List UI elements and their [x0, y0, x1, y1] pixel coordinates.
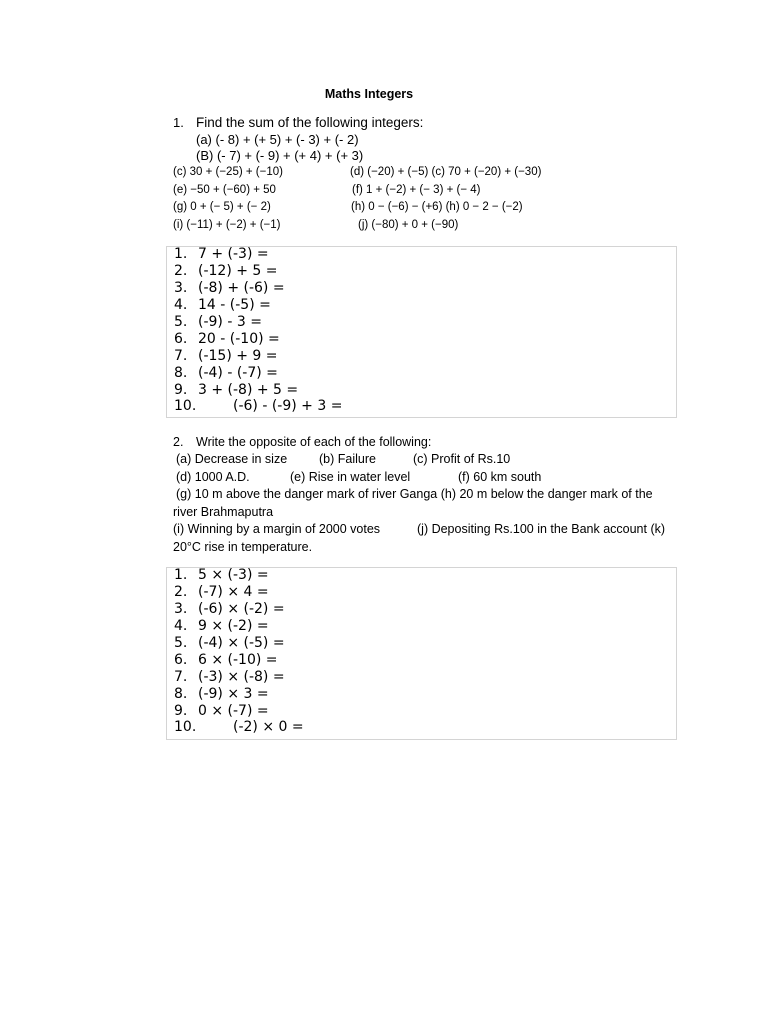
list-item: 2. (-12) + 5 = — [174, 263, 278, 279]
q2-item-i: (i) Winning by a margin of 2000 votes — [173, 522, 381, 536]
q2-prompt: Write the opposite of each of the following: — [196, 435, 432, 449]
q1-item-h: (h) 0 − (−6) − (+6) (h) 0 − 2 − (−2) — [351, 201, 523, 213]
q1-item-a: (a) (- 8) + (+ 5) + (- 3) + (- 2) — [196, 132, 359, 147]
list-item: 3. (-8) + (-6) = — [174, 280, 285, 296]
list-item: 9. 0 × (-7) = — [174, 703, 269, 719]
q2-item-c: (c) Profit of Rs.10 — [413, 452, 511, 466]
list-item: 2. (-7) × 4 = — [174, 584, 269, 600]
q1-number: 1. — [173, 115, 184, 130]
q2-item-d: (d) 1000 A.D. — [176, 470, 250, 484]
addition-exercise-box — [166, 246, 677, 418]
list-item: 8. (-9) × 3 = — [174, 686, 269, 702]
q2-number: 2. — [173, 435, 184, 449]
q1-item-f: (f) 1 + (−2) + (− 3) + (− 4) — [352, 184, 481, 196]
q1-prompt: Find the sum of the following integers: — [196, 115, 424, 130]
list-item: 6. 6 × (-10) = — [174, 652, 278, 668]
list-item: 1. 7 + (-3) = — [174, 246, 269, 262]
multiplication-exercise-box — [166, 567, 677, 740]
q1-item-j: (j) (−80) + 0 + (−90) — [358, 219, 459, 231]
q2-item-j: (j) Depositing Rs.100 in the Bank account (k) — [417, 522, 666, 536]
list-item: 5. (-4) × (-5) = — [174, 635, 285, 651]
list-item: 5. (-9) - 3 = — [174, 314, 262, 330]
list-item: 10. (-2) × 0 = — [174, 719, 304, 735]
q2-item-g: (g) 10 m above the danger mark of river Ganga (h) 20 m below the danger mark of the — [176, 487, 653, 501]
q2-item-e: (e) Rise in water level — [290, 470, 411, 484]
list-item: 9. 3 + (-8) + 5 = — [174, 382, 299, 398]
list-item: 10. (-6) - (-9) + 3 = — [174, 398, 343, 414]
list-item: 4. 14 - (-5) = — [174, 297, 271, 313]
q2-item-f: (f) 60 km south — [458, 470, 542, 484]
list-item: 7. (-15) + 9 = — [174, 348, 278, 364]
list-item: 6. 20 - (-10) = — [174, 331, 280, 347]
q1-item-d: (d) (−20) + (−5) (c) 70 + (−20) + (−30) — [350, 166, 542, 178]
list-item: 3. (-6) × (-2) = — [174, 601, 285, 617]
list-item: 7. (-3) × (-8) = — [174, 669, 285, 685]
q1-item-b: (B) (- 7) + (- 9) + (+ 4) + (+ 3) — [196, 148, 364, 163]
q2-item-a: (a) Decrease in size — [176, 452, 288, 466]
q1-item-g: (g) 0 + (− 5) + (− 2) — [173, 201, 271, 213]
list-item: 4. 9 × (-2) = — [174, 618, 269, 634]
list-item: 1. 5 × (-3) = — [174, 567, 269, 583]
q2-item-b: (b) Failure — [319, 452, 376, 466]
page-title: Maths Integers — [324, 87, 414, 101]
q1-item-i: (i) (−11) + (−2) + (−1) — [173, 219, 281, 231]
q1-item-c: (c) 30 + (−25) + (−10) — [173, 166, 283, 178]
list-item: 8. (-4) - (-7) = — [174, 365, 278, 381]
q2-item-k: 20°C rise in temperature. — [173, 540, 313, 554]
q2-item-g-cont: river Brahmaputra — [173, 505, 274, 519]
q1-item-e: (e) −50 + (−60) + 50 — [173, 184, 276, 196]
